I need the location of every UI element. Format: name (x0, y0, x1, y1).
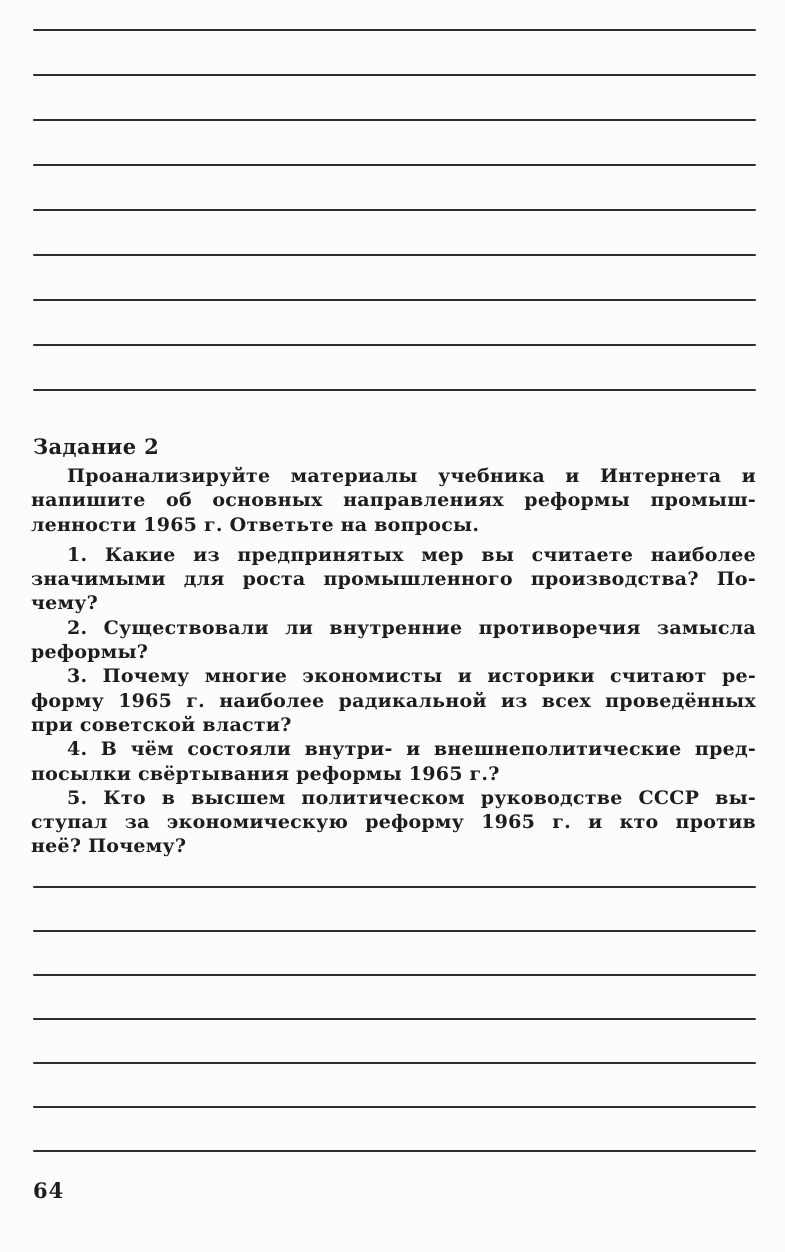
text-line: реформы? (31, 641, 149, 664)
answer-rule-line (33, 974, 756, 976)
question-3 (31, 664, 756, 737)
answer-rule-line (33, 119, 756, 121)
task-section (31, 435, 756, 859)
task-paragraphs (31, 464, 756, 859)
answer-rule-line (33, 1062, 756, 1064)
text-line: чему? (31, 592, 99, 615)
answer-rule-line (33, 209, 756, 211)
answer-rule-line (33, 29, 756, 31)
answer-rule-line (33, 344, 756, 346)
bottom-answer-lines (33, 886, 756, 1194)
answer-rule-line (33, 1018, 756, 1020)
top-answer-lines (33, 29, 756, 434)
page-number: 64 (33, 1178, 65, 1203)
answer-rule-line (33, 74, 756, 76)
answer-rule-line (33, 930, 756, 932)
text-line: 1. Какие из предпринятых мер вы считаете наиболее (67, 543, 756, 566)
text-line: 2. Существовали ли внутренние противоречия замысла (67, 616, 756, 639)
answer-rule-line (33, 164, 756, 166)
text-line: ступал за экономическую реформу 1965 г. и кто против (31, 811, 756, 834)
answer-rule-line (33, 1106, 756, 1108)
question-1 (31, 543, 756, 616)
text-line: ленности 1965 г. Ответьте на вопросы. (31, 513, 480, 536)
text-line: форму 1965 г. наиболее радикальной из всех проведённых (31, 689, 756, 712)
answer-rule-line (33, 886, 756, 888)
question-5 (31, 786, 756, 859)
text-line: посылки свёртывания реформы 1965 г.? (31, 762, 500, 785)
question-4 (31, 737, 756, 786)
text-line: напишите об основных направлениях реформы промыш- (31, 489, 756, 512)
text-line: при советской власти? (31, 713, 292, 736)
text-line: 5. Кто в высшем политическом руководстве СССР вы- (67, 786, 756, 809)
text-line: Проанализируйте материалы учебника и Интернета и (67, 465, 756, 487)
text-line: значимыми для роста промышленного производства? По- (31, 568, 756, 591)
text-line: 3. Почему многие экономисты и историки считают ре- (67, 665, 756, 688)
text-line: 4. В чём состояли внутри- и внешнеполитические пред- (67, 738, 756, 761)
answer-rule-line (33, 389, 756, 391)
task-heading: Задание 2 (33, 434, 160, 459)
answer-rule-line (33, 254, 756, 256)
answer-rule-line (33, 1150, 756, 1152)
task-intro (31, 464, 756, 537)
question-2 (31, 616, 756, 665)
text-line: неё? Почему? (31, 835, 187, 858)
answer-rule-line (33, 299, 756, 301)
